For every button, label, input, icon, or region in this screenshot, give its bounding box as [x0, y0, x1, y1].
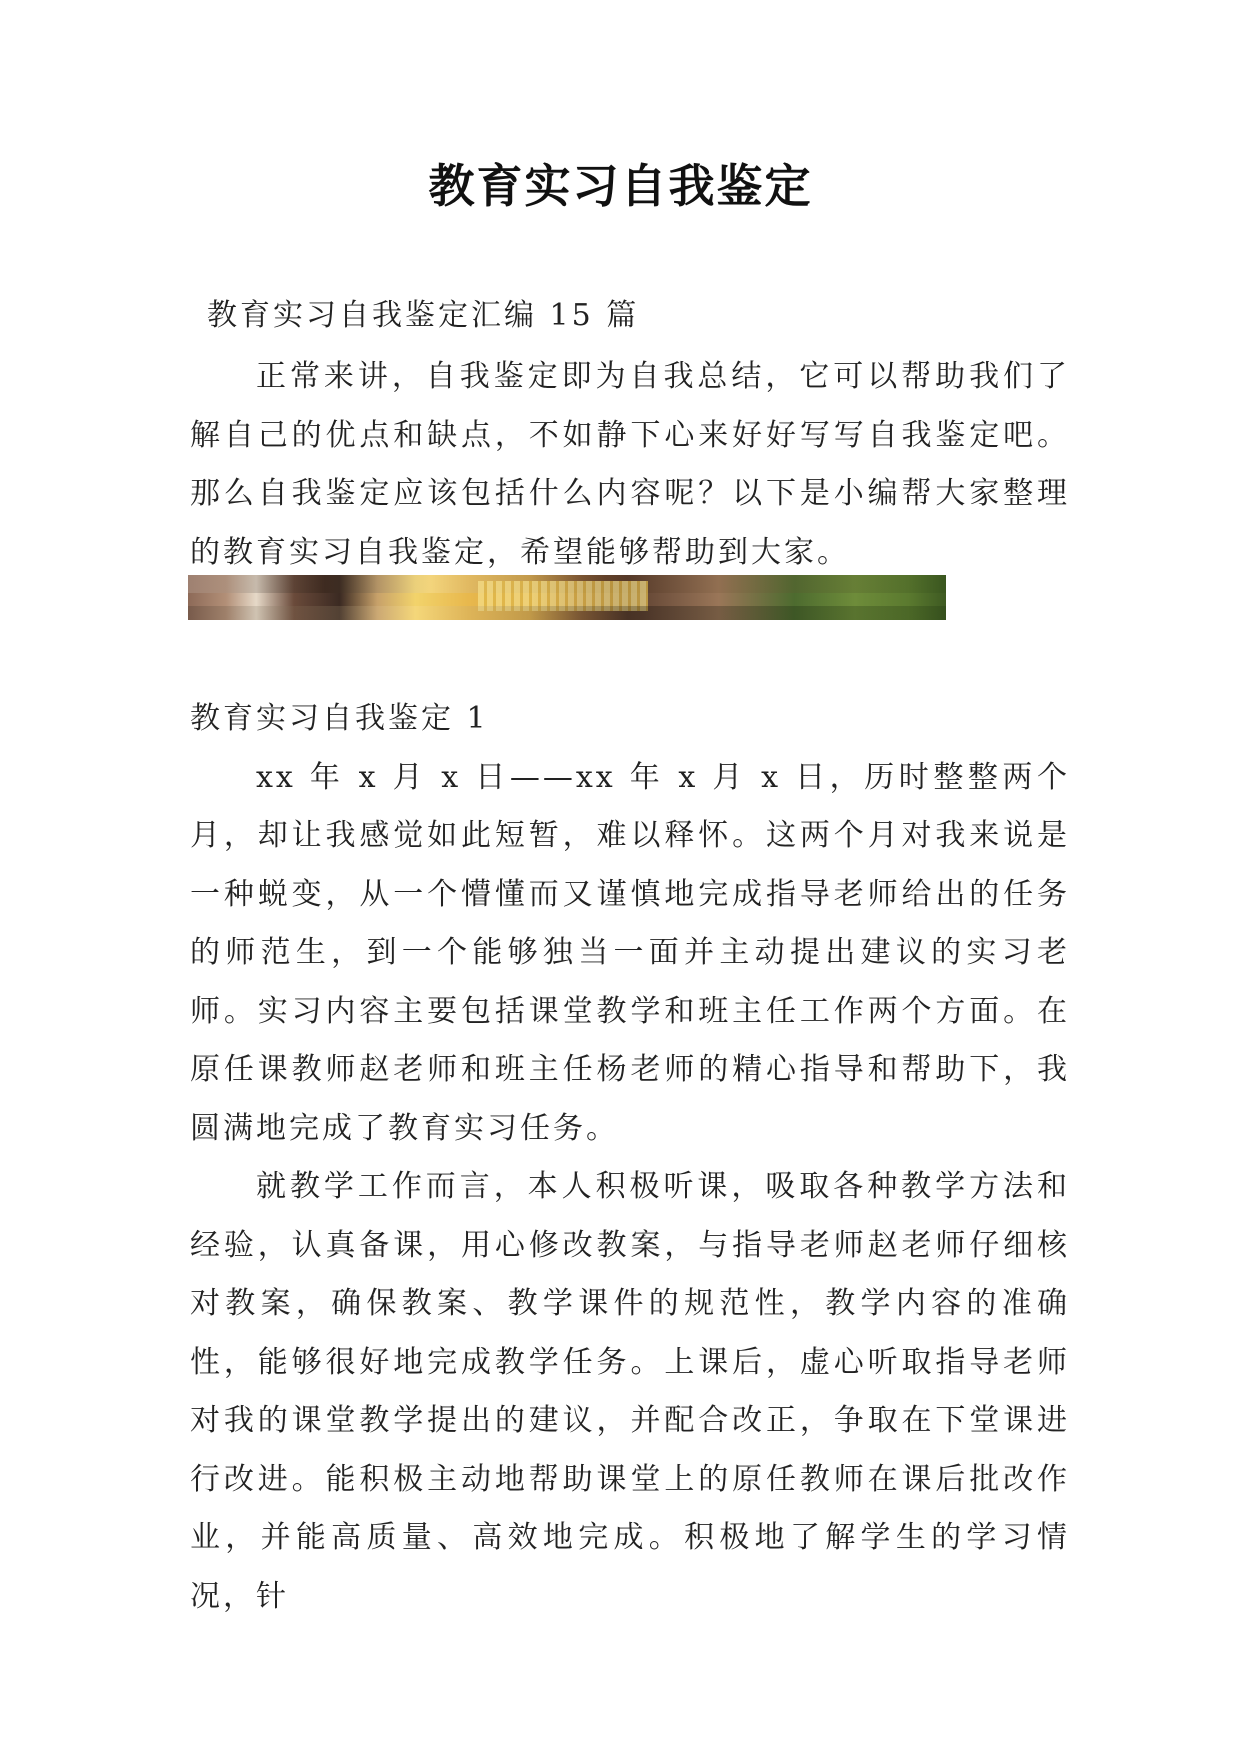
intro-block — [190, 348, 1070, 582]
document-subtitle: 教育实习自我鉴定汇编 15 篇 — [207, 298, 640, 333]
illustration-image — [188, 575, 946, 620]
section-paragraph: xx 年 x 月 x 日——xx 年 x 月 x 日，历时整整两个月，却让我感觉如此短暂，难以释怀。这两个月对我来说是一种蜕变，从一个懵懂而又谨慎地完成指导老师给出的任务的师范生，到一个能够独当一面并主动提出建议的实习老师。实习内容主要包括课堂教学和班主任工作两个方面。在原任课教师赵老师和班主任杨老师的精心指导和帮助下，我圆满地完成了教育实习任务。 — [190, 759, 1070, 1146]
section-paragraph: 就教学工作而言，本人积极听课，吸取各种教学方法和经验，认真备课，用心修改教案，与指导老师赵老师仔细核对教案，确保教案、教学课件的规范性，教学内容的准确性，能够很好地完成教学任务。上课后，虚心听取指导老师对我的课堂教学提出的建议，并配合改正，争取在下堂课进行改进。能积极主动地帮助课堂上的原任教师在课后批改作业，并能高质量、高效地完成。积极地了解学生的学习情况，针 — [190, 1169, 1070, 1614]
section-heading: 教育实习自我鉴定 1 — [190, 701, 489, 736]
intro-paragraph: 正常来讲，自我鉴定即为自我总结，它可以帮助我们了解自己的优点和缺点，不如静下心来好好写写自我鉴定吧。那么自我鉴定应该包括什么内容呢？以下是小编帮大家整理的教育实习自我鉴定，希望能够帮助到大家。 — [190, 359, 1070, 570]
image-shadow — [188, 606, 946, 620]
document-title: 教育实习自我鉴定 — [428, 159, 813, 213]
section-1 — [190, 690, 1070, 1626]
